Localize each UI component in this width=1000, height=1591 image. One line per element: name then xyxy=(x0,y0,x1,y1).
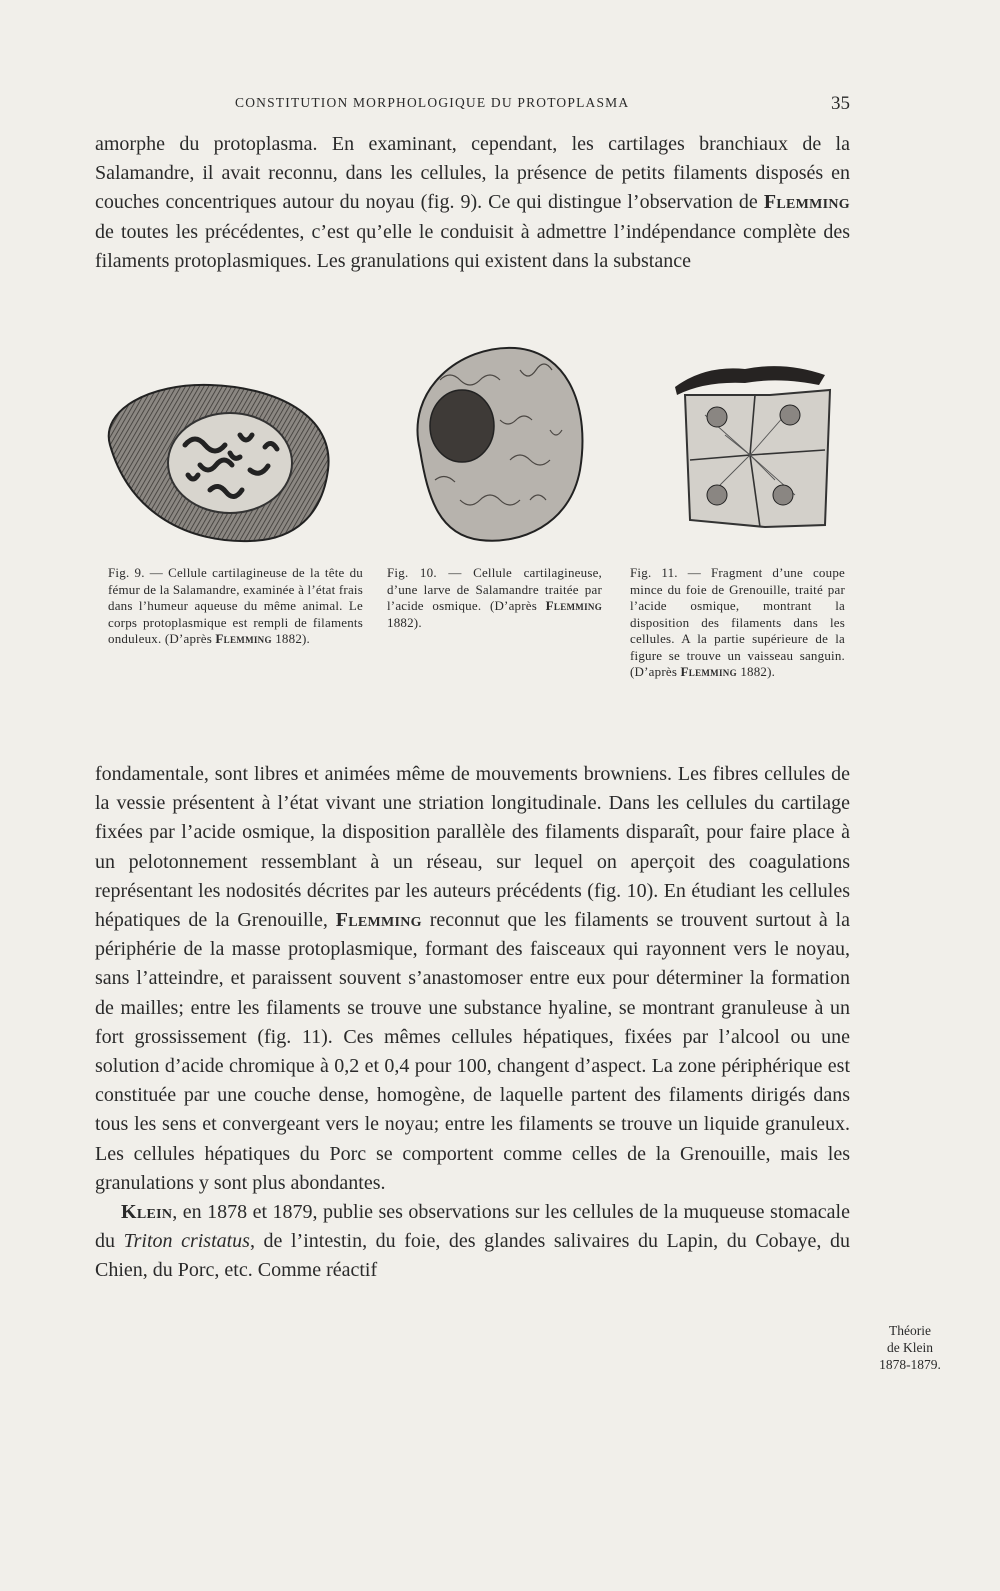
text-run: de toutes les précédentes, c’est qu’elle le conduisit à admettre l’indépendance complète des filaments protoplasmiques. Les granulations qui existent dans la substance xyxy=(95,220,850,272)
caption-text: — Cellule cartilagineuse, d’une larve de Salamandre traitée par l’acide osmique. (D’après xyxy=(387,565,602,613)
text-run: amorphe du protoplasma. En examinant, cependant, les cartilages branchiaux de la Salamandre, il avait reconnu, dans les cellules, la présence de petits filaments disposés en couches concentriques autour du noyau (fig. 9). Ce qui distingue l’observation de xyxy=(95,133,850,214)
text-run: , de l’intestin, du foie, des glandes salivaires du Lapin, du Cobaye, du Chien, du Porc, etc. Comme réactif xyxy=(95,1230,850,1282)
text-run: reconnut que les filaments se trouvent surtout à la périphérie de la masse protoplasmique, formant des faisceaux qui rayonnent vers le noyau, sans l’atteindre, et paraissent souvent s’anastomoser entre eux pour déterminer la formation de mailles; entre les filaments se trouve une substance hyaline, se montrant granuleuse à un fort grossissement (fig. 11). Ces mêmes cellules hépatiques, fixées par l’alcool ou une solution d’acide chromique à 0,2 et 0,4 pour 100, changent d’aspect. La zone périphérique est constituée par une couche dense, homogène, de laquelle partent des filaments dirigés dans tous les sens et convergeant vers le noyau; entre les filaments se trouve un liquide granuleux. Les cellules hépatiques du Porc se comportent comme celles de la Grenouille, mais les granulations y sont plus abondantes. xyxy=(95,909,850,1194)
page-number: 35 xyxy=(831,93,850,114)
margin-note-line: 1878-1879. xyxy=(879,1357,941,1372)
text-run: , en 1878 et 1879, publie ses observations sur les cellules de la muqueuse stomacale du xyxy=(95,1201,850,1253)
figure-label: Fig. 9. xyxy=(108,565,145,580)
figure-9-caption xyxy=(108,565,363,648)
caption-credit: Flemming xyxy=(215,631,272,646)
figure-9-illustration xyxy=(90,375,335,545)
margin-note xyxy=(865,1322,955,1373)
paragraph-text xyxy=(95,130,850,276)
margin-note-line: de Klein xyxy=(886,1340,934,1355)
running-head xyxy=(95,93,850,123)
caption-credit: Flemming xyxy=(680,664,737,679)
caption-year: 1882). xyxy=(736,664,776,679)
figure-10-illustration xyxy=(400,340,590,550)
author-name: Flemming xyxy=(335,909,422,932)
margin-note-line: Théorie xyxy=(889,1323,931,1338)
figure-10-caption xyxy=(387,565,602,631)
caption-credit: Flemming xyxy=(545,598,602,613)
species-name: Triton cristatus xyxy=(123,1230,250,1253)
bottom-text xyxy=(95,760,850,1286)
top-paragraph xyxy=(95,130,850,276)
figure-11-caption xyxy=(630,565,845,681)
caption-text: — Cellule cartilagineuse de la tête du fémur de la Salamandre, examinée à l’état frais dans l’humeur aqueuse du même animal. Le corps protoplasmique est rempli de filaments onduleux. (D’après xyxy=(108,565,363,646)
author-name: Klein xyxy=(121,1201,173,1224)
figure-label: Fig. 10. xyxy=(387,565,437,580)
figure-label: Fig. 11. xyxy=(630,565,678,580)
caption-year: 1882). xyxy=(271,631,310,646)
author-name: Flemming xyxy=(763,191,850,214)
klein-paragraph xyxy=(95,1198,850,1286)
caption-year: 1882). xyxy=(387,614,422,630)
caption-text: — Fragment d’une coupe mince du foie de Grenouille, traité par l’acide osmique, montrant la disposition des filaments dans les cellules. A la partie supérieure de la figure se trouve un vaisseau sanguin. (D’après xyxy=(630,565,846,679)
running-title: CONSTITUTION MORPHOLOGIQUE DU PROTOPLASMA xyxy=(235,95,630,110)
paragraph-text xyxy=(95,760,850,1198)
figure-11-illustration xyxy=(665,355,840,540)
text-run: fondamentale, sont libres et animées même de mouvements browniens. Les fibres cellules de la vessie présentent à l’état vivant une striation longitudinale. Dans les cellules du cartilage fixées par l’acide osmique, la disposition parallèle des filaments disparaît, pour faire place à un pelotonnement ressemblant à un réseau, sur lequel on aperçoit des coagulations représentant les nodosités décrites par les auteurs précédents (fig. 10). En étudiant les cellules hépatiques de la Grenouille, xyxy=(95,763,850,932)
